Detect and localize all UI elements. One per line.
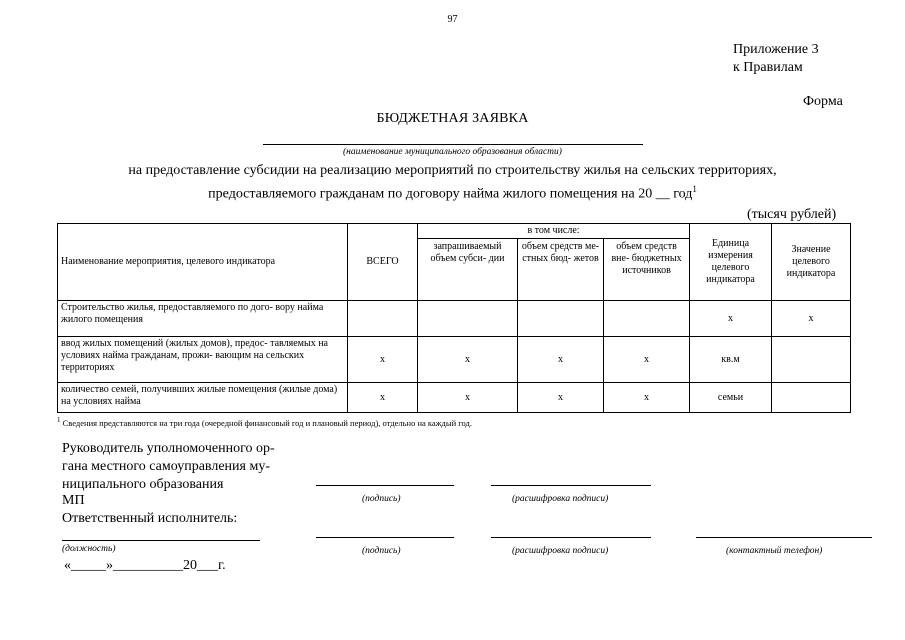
row-offbudget [604, 301, 690, 337]
document-title: БЮДЖЕТНАЯ ЗАЯВКА [376, 111, 529, 126]
footnote [57, 416, 472, 428]
municipality-blank-line [263, 144, 643, 145]
executor-signature-line [316, 537, 454, 538]
row-unit: х [690, 301, 772, 337]
row-unit: семьи [690, 383, 772, 413]
row-name: ввод жилых помещений (жилых домов), предос- тавляемых на условиях найма гражданам, прожи- вающим на сельских территориях [58, 337, 348, 383]
purpose-footnote-mark: 1 [692, 184, 697, 194]
row-requested: х [418, 337, 518, 383]
appendix-line-1: Приложение 3 [733, 42, 819, 57]
head-title-line-3: ниципального образования [62, 477, 224, 492]
date-line: «_____»__________20___г. [64, 558, 226, 573]
row-value: х [772, 301, 851, 337]
footnote-text: Сведения представляются на три года (очередной финансовый год и плановый период), отдельно на каждый год. [62, 417, 472, 428]
budget-table [57, 223, 851, 413]
row-name: количество семей, получивших жилые помещения (жилые дома) на условиях найма [58, 383, 348, 413]
head-signature-line [316, 485, 454, 486]
table-row [58, 301, 851, 337]
municipality-caption: (наименование муниципального образования области) [343, 147, 562, 157]
header-name: Наименование мероприятия, целевого индикатора [58, 224, 348, 301]
purpose-line-2-text: предоставляемого гражданам по договору найма жилого помещения на 20 __ год [208, 186, 693, 202]
row-requested [418, 301, 518, 337]
row-local: х [518, 337, 604, 383]
page-number: 97 [447, 14, 458, 25]
phone-line [696, 537, 872, 538]
header-requested: запрашиваемый объем субси- дии [418, 239, 518, 301]
header-including: в том числе: [418, 224, 690, 239]
executor-decoding-caption: (расшифровка подписи) [512, 546, 609, 556]
purpose-line-1: на предоставление субсидии на реализацию мероприятий по строительству жилья на сельских территориях, [128, 163, 777, 178]
row-name: Строительство жилья, предоставляемого по дого- вору найма жилого помещения [58, 301, 348, 337]
executor-signature-caption: (подпись) [362, 546, 401, 556]
header-offbudget: объем средств вне- бюджетных источников [604, 239, 690, 301]
row-unit: кв.м [690, 337, 772, 383]
units-label: (тысяч рублей) [747, 207, 837, 222]
purpose-line-2 [0, 180, 905, 204]
phone-caption: (контактный телефон) [726, 546, 823, 556]
header-unit: Единица измерения целевого индикатора [690, 224, 772, 301]
row-value [772, 383, 851, 413]
row-total [348, 301, 418, 337]
table-row [58, 337, 851, 383]
row-local: х [518, 383, 604, 413]
header-value: Значение целевого индикатора [772, 224, 851, 301]
row-total: х [348, 383, 418, 413]
footnote-mark: 1 [57, 416, 61, 424]
row-offbudget: х [604, 383, 690, 413]
head-signature-caption: (подпись) [362, 494, 401, 504]
row-value [772, 337, 851, 383]
head-title-line-2: гана местного самоуправления му- [62, 459, 271, 474]
head-decoding-line [491, 485, 651, 486]
position-line [62, 540, 260, 541]
row-local [518, 301, 604, 337]
table-header-row [58, 224, 851, 239]
head-title-line-1: Руководитель уполномоченного ор- [62, 441, 275, 456]
row-requested: х [418, 383, 518, 413]
row-total: х [348, 337, 418, 383]
table-row [58, 383, 851, 413]
stamp-place-label: МП [62, 493, 85, 508]
appendix-line-2: к Правилам [733, 60, 803, 75]
row-offbudget: х [604, 337, 690, 383]
form-label: Форма [803, 94, 843, 109]
position-caption: (должность) [62, 544, 116, 554]
executor-decoding-line [491, 537, 651, 538]
head-decoding-caption: (расшифровка подписи) [512, 494, 609, 504]
executor-label: Ответственный исполнитель: [62, 511, 238, 526]
header-local: объем средств ме- стных бюд- жетов [518, 239, 604, 301]
header-total: ВСЕГО [348, 224, 418, 301]
